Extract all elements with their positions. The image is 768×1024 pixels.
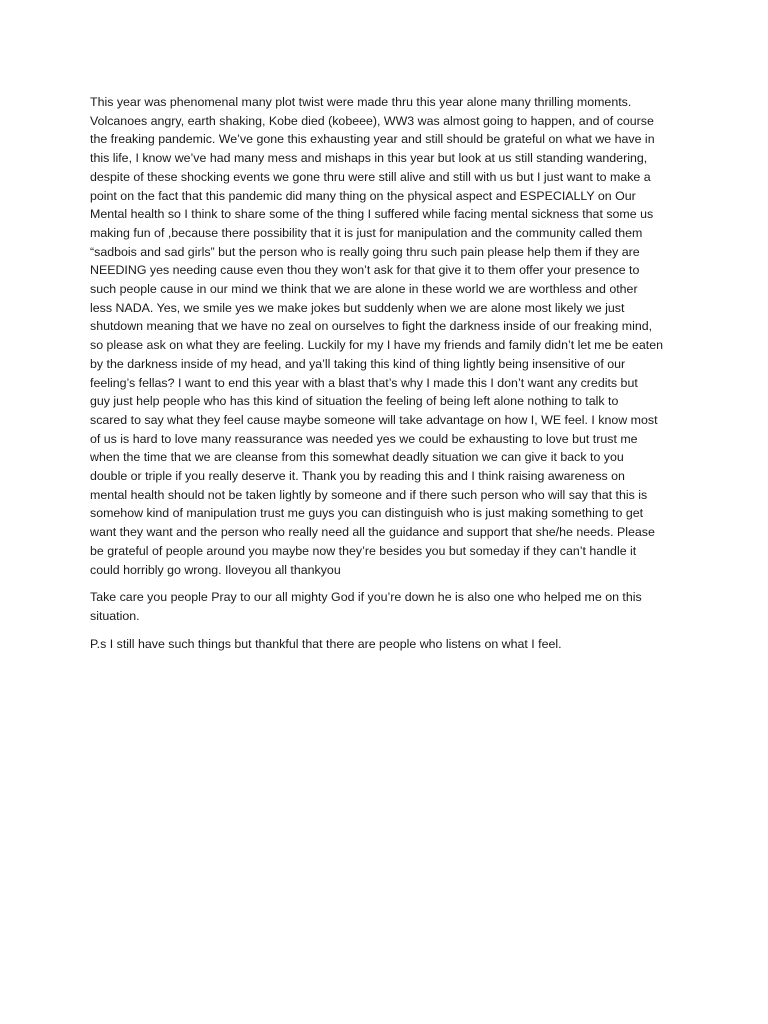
text-line: when the time that we are cleanse from this somewhat deadly situation we can give it back to you xyxy=(90,450,624,465)
text-line: making fun of ,because there possibility that it is just for manipulation and the community called them xyxy=(90,225,643,240)
text-line: Volcanoes angry, earth shaking, Kobe died (kobeee), WW3 was almost going to happen, and of course xyxy=(90,113,654,128)
text-line: “sadbois and sad girls” but the person who is really going thru such pain please help them if they are xyxy=(90,244,640,259)
text-line: Mental health so I think to share some of the thing I suffered while facing mental sickness that some us xyxy=(90,207,654,222)
text-line: Take care you people Pray to our all mighty God if you’re down he is also one who helped me on this xyxy=(90,590,642,605)
paragraph-take-care xyxy=(90,588,682,625)
text-line: be grateful of people around you maybe now they’re besides you but someday if they can’t handle it xyxy=(90,543,637,558)
paragraph-postscript xyxy=(90,635,682,654)
text-line: point on the fact that this pandemic did many thing on the physical aspect and ESPECIALLY on Our xyxy=(90,188,636,203)
text-line: of us is hard to love many reassurance was needed yes we could be exhausting to love but trust me xyxy=(90,431,638,446)
text-line: double or triple if you really deserve it. Thank you by reading this and I think raising awareness on xyxy=(90,469,625,484)
text-line: by the darkness inside of my head, and ya’ll taking this kind of thing lightly being insensitive of our xyxy=(90,356,626,371)
text-line: feeling’s fellas? I want to end this year with a blast that’s why I made this I don’t want any credits but xyxy=(90,375,638,390)
text-line: could horribly go wrong. Iloveyou all thankyou xyxy=(90,562,341,577)
text-line: the freaking pandemic. We’ve gone this exhausting year and still should be grateful on what we have in xyxy=(90,132,655,147)
text-line: mental health should not be taken lightly by someone and if there such person who will say that this is xyxy=(90,487,648,502)
text-line: this life, I know we’ve had many mess and mishaps in this year but look at us still standing wandering, xyxy=(90,151,648,166)
text-line: scared to say what they feel cause maybe someone will take advantage on how I, WE feel. I know most xyxy=(90,412,658,427)
document-body xyxy=(90,93,682,662)
paragraph-main xyxy=(90,93,682,579)
text-line: This year was phenomenal many plot twist were made thru this year alone many thrilling moments. xyxy=(90,95,632,109)
text-line: want they want and the person who really need all the guidance and support that she/he needs. Please xyxy=(90,525,655,540)
text-line: despite of these shocking events we gone thru were still alive and still with us but I just want to make a xyxy=(90,169,651,184)
text-line: situation. xyxy=(90,608,140,623)
text-line: guy just help people who has this kind of situation the feeling of being left alone nothing to talk to xyxy=(90,394,619,409)
text-line: such people cause in our mind we think that we are alone in these world we are worthless and other xyxy=(90,282,638,297)
text-line: less NADA. Yes, we smile yes we make jokes but suddenly when we are alone most likely we just xyxy=(90,300,625,315)
text-line: so please ask on what they are feeling. Luckily for my I have my friends and family didn’t let me be eaten xyxy=(90,338,664,353)
text-line: shutdown meaning that we have no zeal on ourselves to fight the darkness inside of our freaking mind, xyxy=(90,319,653,334)
text-line: NEEDING yes needing cause even thou they won’t ask for that give it to them offer your presence to xyxy=(90,263,640,278)
text-line: somehow kind of manipulation trust me guys you can distinguish who is just making something to get xyxy=(90,506,644,521)
text-line: P.s I still have such things but thankful that there are people who listens on what I feel. xyxy=(90,636,562,651)
